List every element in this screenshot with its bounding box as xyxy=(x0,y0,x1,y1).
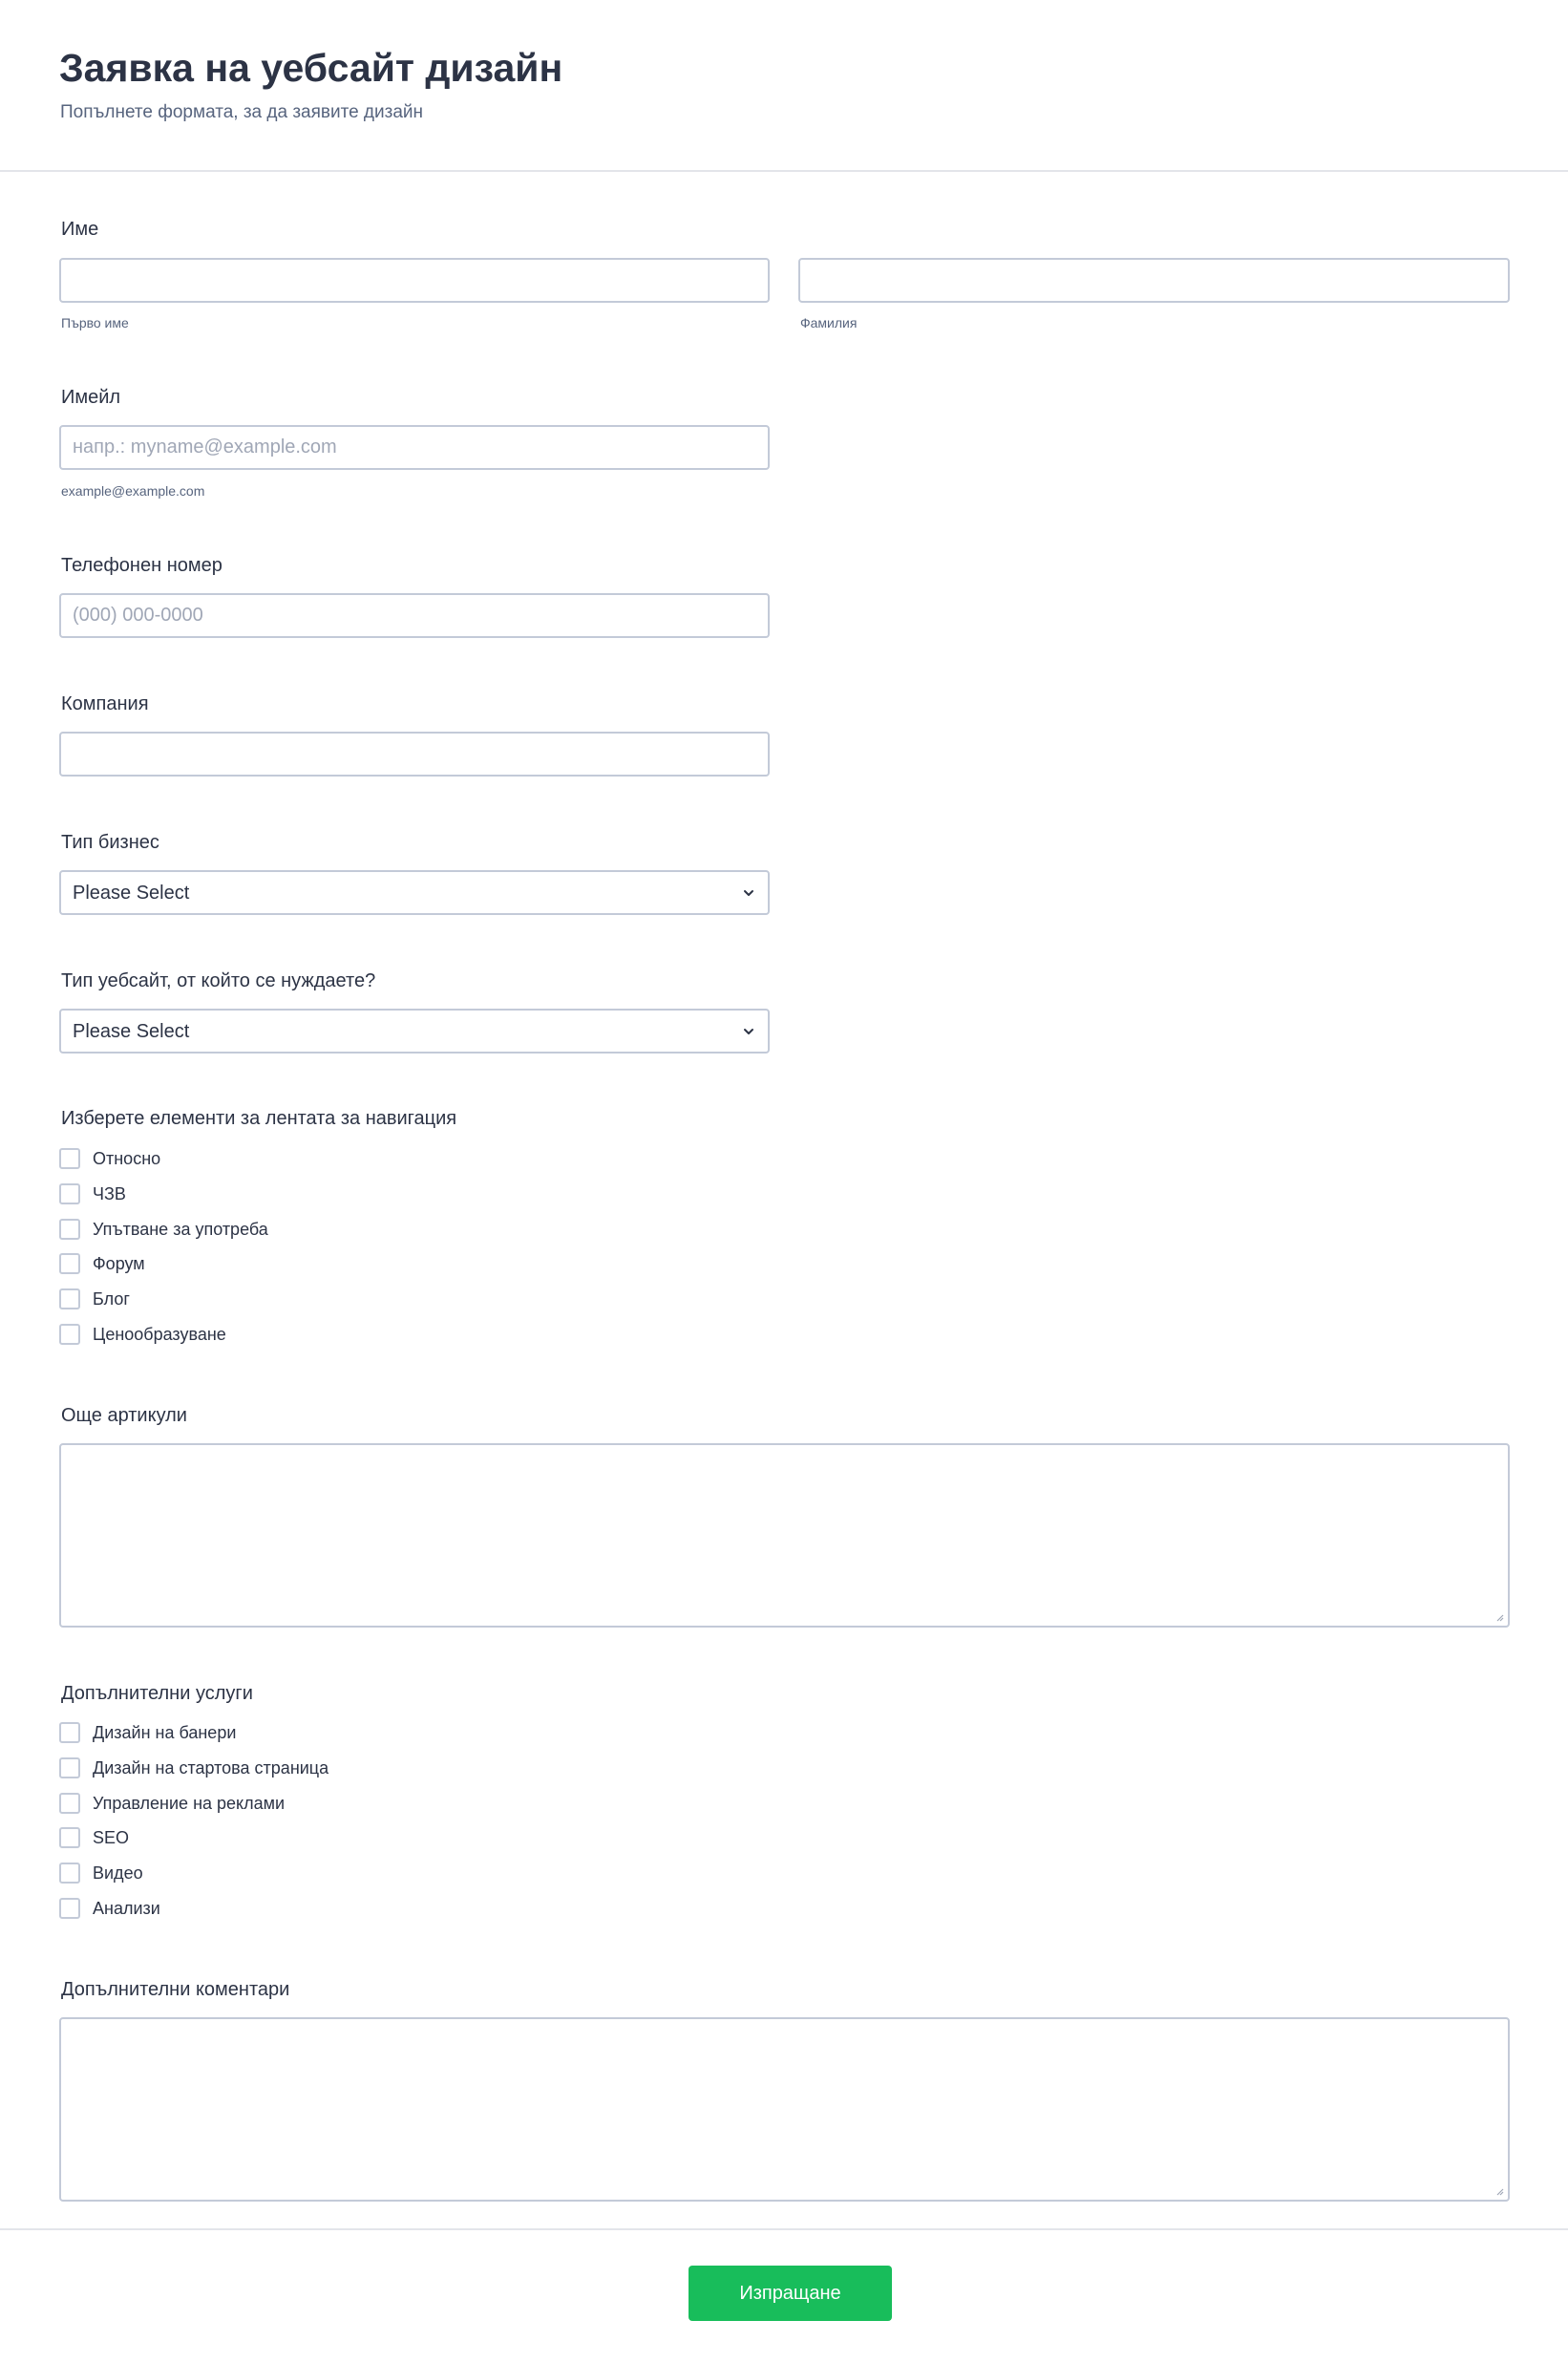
extra-service-option-label: SEO xyxy=(93,1828,130,1847)
nav-item-option-label: Относно xyxy=(93,1149,161,1168)
nav-items-label: Изберете елементи за лентата за навигация xyxy=(61,1108,457,1129)
extra-service-option-label: Дизайн на банери xyxy=(93,1723,237,1742)
email-label: Имейл xyxy=(61,387,121,408)
resize-handle-icon[interactable] xyxy=(1494,1612,1504,1622)
checkbox[interactable] xyxy=(59,1324,80,1345)
nav-item-option-label: Ценообразуване xyxy=(93,1325,226,1344)
extra-services-label: Допълнителни услуги xyxy=(61,1683,253,1704)
checkbox[interactable] xyxy=(59,1148,80,1169)
checkbox[interactable] xyxy=(59,1827,80,1848)
nav-item-option-label: Форум xyxy=(93,1254,145,1273)
nav-item-option-label: ЧЗВ xyxy=(93,1184,126,1203)
checkbox[interactable] xyxy=(59,1757,80,1778)
comments-label: Допълнителни коментари xyxy=(61,1979,290,2000)
comments-textarea[interactable] xyxy=(59,2017,1510,2202)
chevron-down-icon xyxy=(741,1024,756,1039)
form-footer xyxy=(0,2228,1568,2363)
chevron-down-icon xyxy=(741,885,756,901)
first-name-input[interactable] xyxy=(59,258,770,303)
checkbox[interactable] xyxy=(59,1183,80,1204)
website-type-selected: Please Select xyxy=(73,1021,190,1042)
nav-item-option-label: Блог xyxy=(93,1289,130,1309)
website-type-label: Тип уебсайт, от който се нуждаете? xyxy=(61,970,376,991)
checkbox[interactable] xyxy=(59,1219,80,1240)
name-label: Име xyxy=(61,219,99,240)
form-subtitle: Попълнете формата, за да заявите дизайн xyxy=(60,102,424,122)
more-items-textarea[interactable] xyxy=(59,1443,1510,1628)
extra-service-option-label: Управление на реклами xyxy=(93,1794,286,1813)
business-type-label: Тип бизнес xyxy=(61,832,159,853)
resize-handle-icon[interactable] xyxy=(1494,2186,1504,2196)
checkbox[interactable] xyxy=(59,1288,80,1309)
last-name-sublabel: Фамилия xyxy=(800,315,858,330)
website-type-select[interactable] xyxy=(59,1009,770,1054)
business-type-select[interactable] xyxy=(59,870,770,915)
business-type-selected: Please Select xyxy=(73,883,190,904)
extra-service-option-label: Дизайн на стартова страница xyxy=(93,1758,329,1778)
submit-button[interactable]: Изпращане xyxy=(689,2266,892,2321)
nav-item-option-label: Упътване за употреба xyxy=(93,1220,268,1239)
checkbox[interactable] xyxy=(59,1793,80,1814)
checkbox[interactable] xyxy=(59,1863,80,1884)
last-name-input[interactable] xyxy=(798,258,1510,303)
more-items-label: Още артикули xyxy=(61,1405,187,1426)
company-input[interactable] xyxy=(59,732,770,777)
checkbox[interactable] xyxy=(59,1722,80,1743)
form-title: Заявка на уебсайт дизайн xyxy=(59,46,563,90)
company-label: Компания xyxy=(61,693,149,714)
first-name-sublabel: Първо име xyxy=(61,315,129,330)
checkbox[interactable] xyxy=(59,1898,80,1919)
phone-label: Телефонен номер xyxy=(61,555,222,576)
checkbox[interactable] xyxy=(59,1253,80,1274)
form-header xyxy=(0,0,1568,172)
email-input[interactable] xyxy=(59,425,770,470)
extra-service-option-label: Анализи xyxy=(93,1899,160,1918)
extra-service-option-label: Видео xyxy=(93,1863,143,1883)
phone-input[interactable] xyxy=(59,593,770,638)
email-sublabel: example@example.com xyxy=(61,483,205,499)
